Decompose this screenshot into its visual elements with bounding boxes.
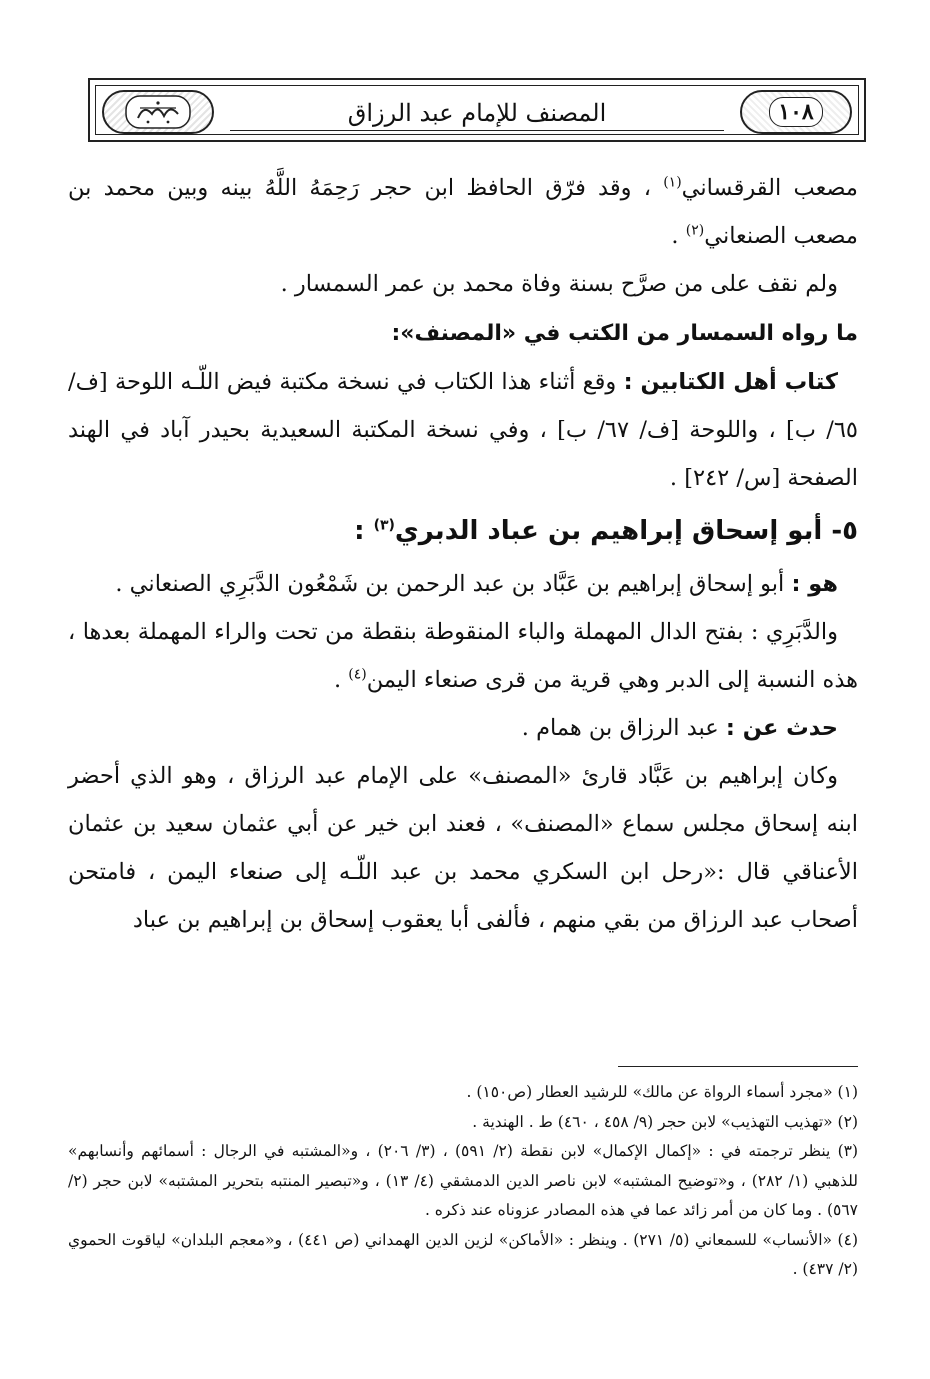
- book-logo-icon: [104, 92, 212, 132]
- footnote-4: (٤) «الأنساب» للسمعاني (٥/ ٢٧١) . وينظر : «الأماكن» لزين الدين الهمداني (ص ٤٤١) ، و«معجم البلدان» لياقوت الحموي (٢/ ٤٣٧) .: [68, 1230, 858, 1278]
- footnote-1: (١) «مجرد أسماء الرواة عن مالك» للرشيد العطار (ص١٥٠) .: [466, 1083, 858, 1101]
- paragraph-1: مصعب القرقساني$^{(١)}$ ، وقد فرّق الحافظ ابن حجر رَحِمَهُ اللَّهُ بينه وبين محمد بن مصعب الصنعاني$^{(٢)}$ .: [68, 174, 858, 249]
- person-heading: ٥- أبو إسحاق إبراهيم بن عباد الدبري$^{(٣)}$ :: [354, 516, 858, 546]
- footnotes: [68, 1078, 858, 1285]
- narrated-from-paragraph: حدث عن : عبد الرزاق بن همام .: [521, 715, 838, 741]
- identity-paragraph: هو : أبو إسحاق إبراهيم بن عَبَّاد بن عبد الرحمن بن شَمْعُون الدَّبَرِي الصنعاني .: [115, 571, 838, 597]
- book-entry: [68, 358, 858, 502]
- page-header: [88, 78, 866, 142]
- main-text: [68, 164, 858, 944]
- narrative-paragraph: وكان إبراهيم بن عَبَّاد قارئ «المصنف» على الإمام عبد الرزاق ، وهو الذي أحضر ابنه إسحاق مجلس سماع «المصنف» ، فعند ابن خير عن أبي عثمان سعيد بن عثمان الأعناقي قال :«رحل ابن السكري محمد بن عبد اللّـه إلى صنعاء اليمن ، فامتحن أصحاب عبد الرزاق من بقي منهم ، فألفى أبا يعقوب إسحاق بن إبراهيم بن عباد: [68, 763, 858, 933]
- footnote-ref-2[interactable]: (٢): [685, 222, 705, 239]
- book-logo-ornament: [102, 90, 214, 134]
- page-number-ornament: [740, 90, 852, 134]
- footnote-2: (٢) «تهذيب التهذيب» لابن حجر (٩/ ٤٥٨ ، ٤٦٠) ط . الهندية .: [472, 1112, 858, 1131]
- footnote-3: (٣) ينظر ترجمته في : «إكمال الإكمال» لابن نقطة (٢/ ٥٩١) ، (٣/ ٢٠٦) ، و«المشتبه في الرجال : أسمائهم وأنسابهم» للذهبي (١/ ٢٨٢) ، و«توضيح المشتبه» لابن ناصر الدين الدمشقي (٤/ ١٣) ، و«تبصير المنتبه بتحرير المشتبه» لابن حجر (٢/ ٥٦٧) . وما كان من أمر زائد عما في هذه المصادر عزوناه عند ذكره .: [68, 1142, 859, 1219]
- footnote-ref-4[interactable]: (٤): [348, 666, 367, 683]
- huwa-label: هو :: [791, 571, 838, 597]
- footnote-separator: [618, 1066, 858, 1067]
- footnote-ref-1[interactable]: (١): [663, 174, 682, 191]
- book-label: كتاب أهل الكتابين :: [623, 369, 838, 395]
- nisba-paragraph: والدَّبَرِي : بفتح الدال المهملة والباء المنقوطة بنقطة من تحت والراء المهملة بعدها ، هذه النسبة إلى الدبر وهي قرية من قرى صنعاء اليمن$^{(٤)}$ .: [68, 619, 858, 693]
- haddath-label: حدث عن :: [725, 715, 838, 741]
- running-title: المصنف للإمام عبد الرزاق: [230, 96, 724, 131]
- book-text: وقع أثناء هذا الكتاب في نسخة مكتبة فيض اللّـه اللوحة [ف/ ٦٥/ ب] ، واللوحة [ف/ ٦٧/ ب] ، وفي نسخة المكتبة السعيدية بحيدر آباد في الهند الصفحة [س/ ٢٤٢] .: [68, 369, 858, 491]
- footnote-ref-3[interactable]: (٣): [373, 517, 395, 534]
- paragraph-2: ولم نقف على من صرَّح بسنة وفاة محمد بن عمر السمسار .: [280, 271, 838, 297]
- section-heading: ما رواه السمسار من الكتب في «المصنف»:: [391, 321, 858, 346]
- page-number: ١٠٨: [769, 97, 822, 127]
